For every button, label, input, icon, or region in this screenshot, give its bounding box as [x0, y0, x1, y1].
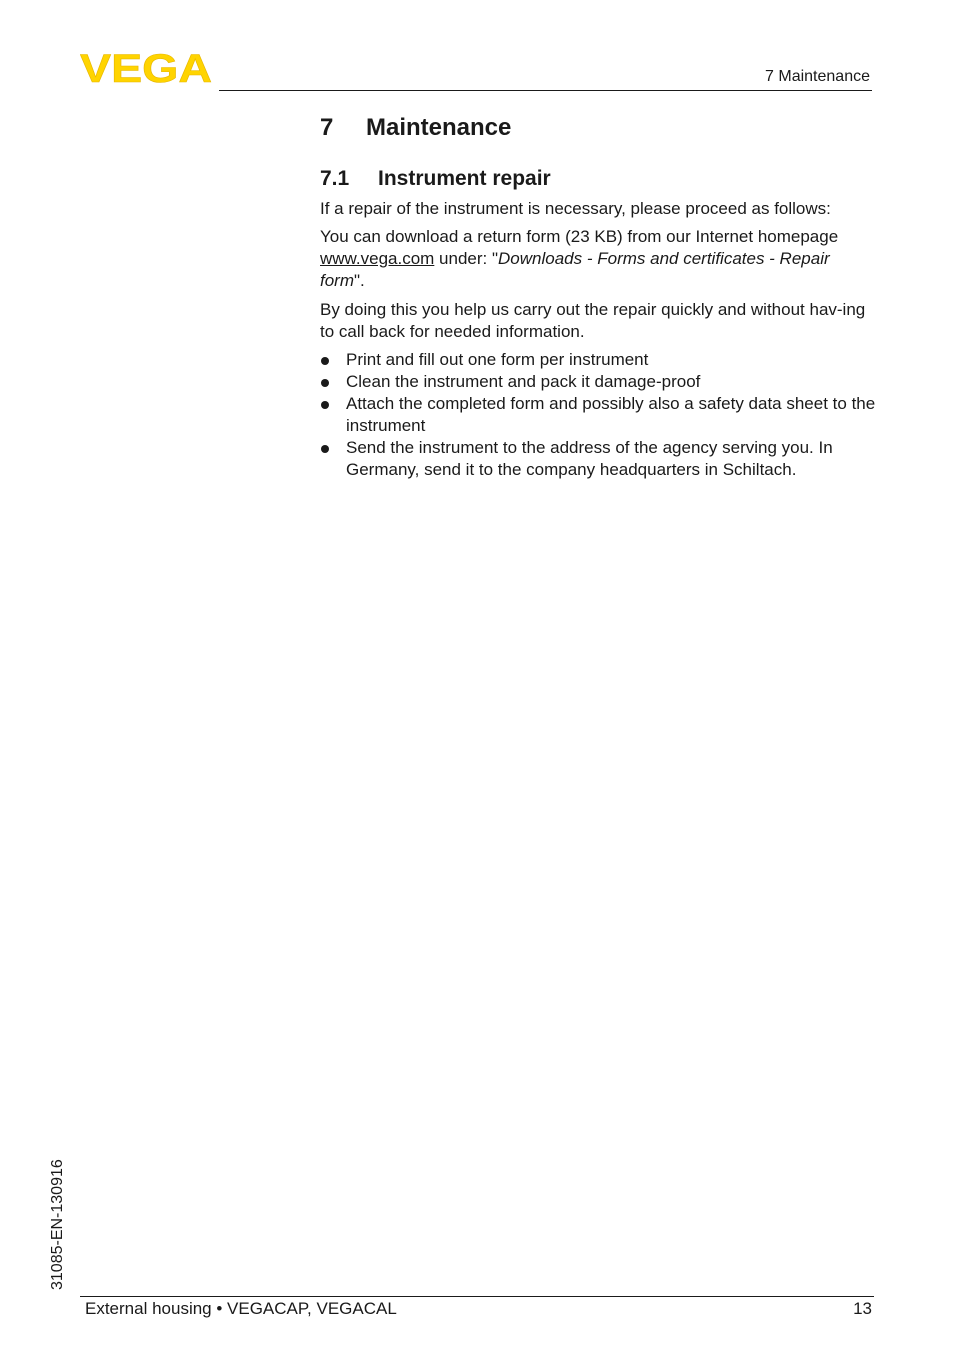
vega-logo — [80, 50, 212, 84]
bullet-icon — [321, 357, 329, 365]
section-heading — [320, 167, 876, 191]
footer-divider — [80, 1296, 874, 1297]
chapter-title: Maintenance — [366, 114, 512, 141]
vega-website-link[interactable]: www.vega.com — [320, 249, 435, 268]
download-paragraph — [320, 226, 876, 292]
list-item-text: Print and fill out one form per instrument — [346, 350, 649, 369]
list-item — [320, 371, 876, 393]
header-section-title: 7 Maintenance — [765, 68, 870, 85]
bullet-icon — [321, 379, 329, 387]
list-item — [320, 437, 876, 481]
intro-paragraph: If a repair of the instrument is necessary, please proceed as follows: — [320, 199, 831, 218]
section-number: 7.1 — [320, 167, 350, 190]
list-item — [320, 393, 876, 437]
page-number: 13 — [853, 1299, 872, 1318]
section-title: Instrument repair — [378, 167, 551, 190]
download-under-text: under: " — [434, 249, 499, 268]
list-item-text: Send the instrument to the address of the agency serving you. In Germany, send it to the company headquarters in Schiltach. — [346, 438, 833, 479]
bullet-icon — [321, 445, 329, 453]
vega-logo-text: VEGA — [80, 50, 212, 84]
bullet-icon — [321, 401, 329, 409]
repair-steps-list — [320, 349, 876, 481]
purpose-paragraph: By doing this you help us carry out the repair quickly and without hav-ing to call back for needed information. — [320, 300, 866, 341]
list-item-text: Attach the completed form and possibly also a safety data sheet to the instrument — [346, 394, 876, 435]
footer-document-title: External housing • VEGACAP, VEGACAL — [85, 1299, 397, 1318]
main-content — [320, 110, 876, 481]
chapter-heading — [320, 110, 876, 143]
download-end-text: ". — [354, 271, 365, 290]
list-item-text: Clean the instrument and pack it damage-proof — [346, 372, 701, 391]
list-item — [320, 349, 876, 371]
header-divider — [219, 90, 872, 91]
chapter-number: 7 — [320, 114, 334, 141]
download-path: Downloads - Forms and certificates - Repair form — [320, 249, 830, 290]
document-code: 31085-EN-130916 — [49, 1159, 66, 1290]
download-text: You can download a return form (23 KB) from our Internet homepage — [320, 227, 839, 246]
